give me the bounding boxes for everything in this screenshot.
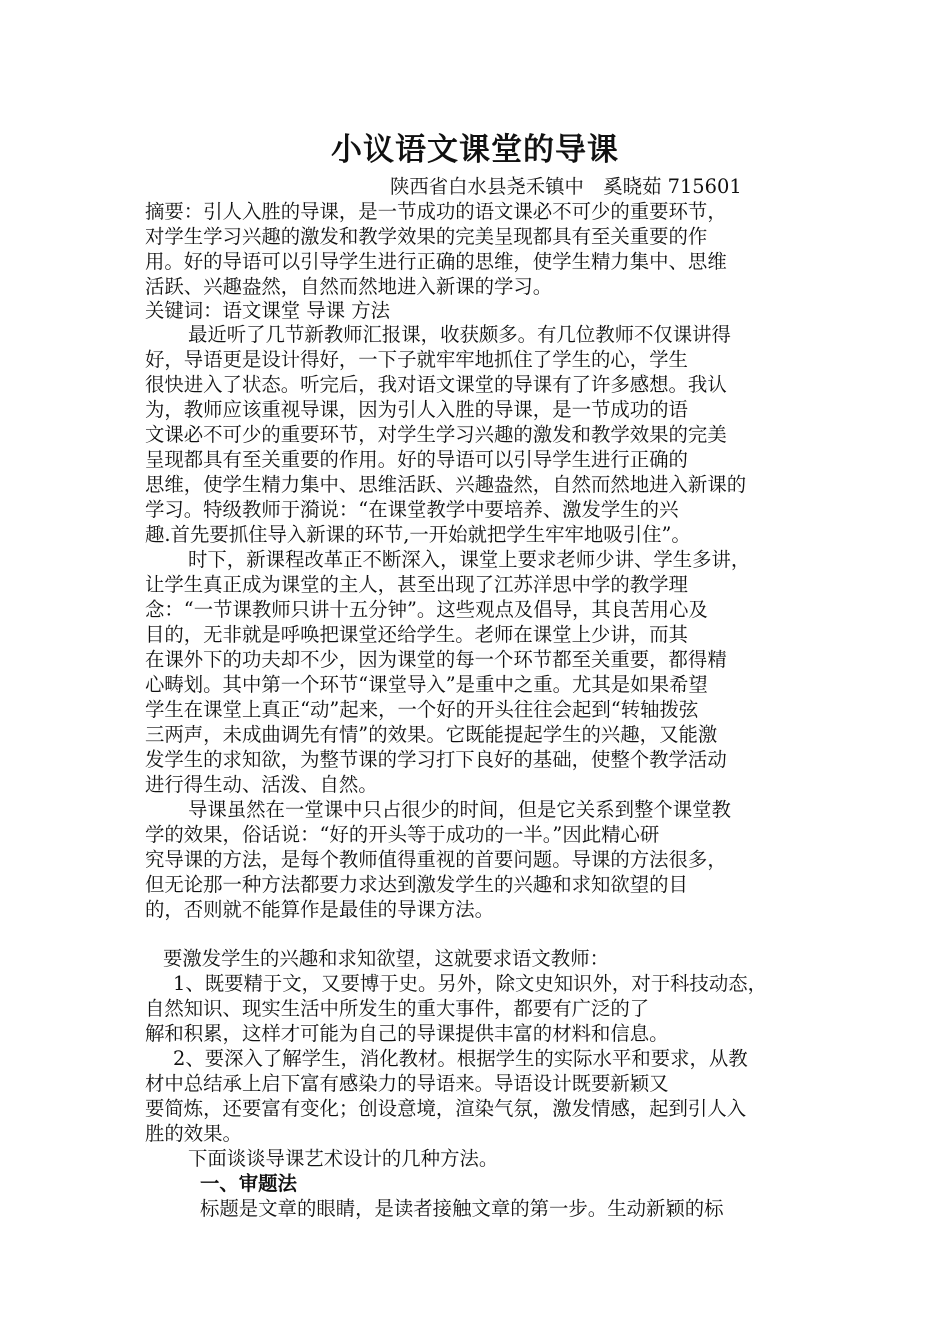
paragraph-line: 究导课的方法，是每个教师值得重视的首要问题。导课的方法很多，	[145, 848, 727, 871]
paragraph-line: 要激发学生的兴趣和求知欲望，这就要求语文教师：	[163, 947, 609, 970]
paragraph-line: 趣.首先要抓住导入新课的环节,一开始就把学生牢牢地吸引住”。	[145, 523, 691, 546]
list-item-line: 自然知识、现实生活中所发生的重大事件，都要有广泛的了	[145, 997, 650, 1020]
paragraph-line: 进行得生动、活泼、自然。	[145, 773, 378, 796]
paragraph-line: 三两声，未成曲调先有情”的效果。它既能提起学生的兴趣，又能激	[145, 723, 718, 746]
list-item-line: 1、既要精于文，又要博于史。另外，除文史知识外，对于科技动态，	[173, 972, 768, 995]
paragraph-line: 的，否则就不能算作是最佳的导课方法。	[145, 898, 495, 921]
abstract-line: 用。好的导语可以引导学生进行正确的思维，使学生精力集中、思维	[145, 250, 727, 273]
list-item-line: 要简炼，还要富有变化；创设意境，渲染气氛，激发情感，起到引人入	[145, 1097, 747, 1120]
paragraph-line: 下面谈谈导课艺术设计的几种方法。	[188, 1147, 499, 1170]
abstract-line: 对学生学习兴趣的激发和教学效果的完美呈现都具有至关重要的作	[145, 225, 708, 248]
abstract-line: 活跃、兴趣盎然，自然而然地进入新课的学习。	[145, 275, 553, 298]
paragraph-line: 为，教师应该重视导课，因为引人入胜的导课，是一节成功的语	[145, 398, 688, 421]
paragraph-line: 思维，使学生精力集中、思维活跃、兴趣盎然，自然而然地进入新课的	[145, 473, 747, 496]
page-title: 小议语文课堂的导课	[331, 132, 619, 168]
paragraph-line: 学的效果，俗话说：“好的开头等于成功的一半。”因此精心研	[145, 823, 660, 846]
paragraph-line: 呈现都具有至关重要的作用。好的导语可以引导学生进行正确的	[145, 448, 688, 471]
list-item-line: 材中总结承上启下富有感染力的导语来。导语设计既要新颖又	[145, 1072, 669, 1095]
paragraph-line: 心畴划。其中第一个环节“课堂导入”是重中之重。尤其是如果希望	[145, 673, 708, 696]
author-line: 陕西省白水县尧禾镇中 奚晓茹 715601	[390, 175, 742, 198]
paragraph-line: 导课虽然在一堂课中只占很少的时间，但是它关系到整个课堂教	[188, 798, 731, 821]
list-item-line: 胜的效果。	[145, 1122, 242, 1145]
paragraph-line: 文课必不可少的重要环节，对学生学习兴趣的激发和教学效果的完美	[145, 423, 727, 446]
paragraph-line: 学生在课堂上真正“动”起来，一个好的开头往往会起到“转轴拨弦	[145, 698, 699, 721]
paragraph-line: 最近听了几节新教师汇报课，收获颇多。有几位教师不仅课讲得	[188, 323, 731, 346]
paragraph-line: 念：“一节课教师只讲十五分钟”。这些观点及倡导，其良苦用心及	[145, 598, 708, 621]
paragraph-line: 发学生的求知欲，为整节课的学习打下良好的基础，使整个教学活动	[145, 748, 727, 771]
list-item-line: 解和积累，这样才可能为自己的导课提供丰富的材料和信息。	[145, 1022, 669, 1045]
section-heading: 一、审题法	[200, 1172, 297, 1195]
list-item-line: 2、要深入了解学生，消化教材。根据学生的实际水平和要求，从教	[173, 1047, 748, 1070]
keywords-line: 关键词：语文课堂 导课 方法	[145, 299, 391, 322]
paragraph-line: 时下，新课程改革正不断深入，课堂上要求老师少讲、学生多讲，	[188, 548, 751, 571]
paragraph-line: 让学生真正成为课堂的主人，甚至出现了江苏洋思中学的教学理	[145, 573, 688, 596]
paragraph-line: 在课外下的功夫却不少，因为课堂的每一个环节都至关重要，都得精	[145, 648, 727, 671]
paragraph-line: 标题是文章的眼睛，是读者接触文章的第一步。生动新颖的标	[200, 1197, 724, 1220]
paragraph-line: 很快进入了状态。听完后，我对语文课堂的导课有了许多感想。我认	[145, 373, 727, 396]
abstract-line: 摘要：引人入胜的导课，是一节成功的语文课必不可少的重要环节，	[145, 200, 727, 223]
paragraph-line: 学习。特级教师于漪说：“在课堂教学中要培养、激发学生的兴	[145, 498, 679, 521]
paragraph-line: 目的，无非就是呼唤把课堂还给学生。老师在课堂上少讲，而其	[145, 623, 688, 646]
paragraph-line: 好，导语更是设计得好，一下子就牢牢地抓住了学生的心，学生	[145, 348, 688, 371]
paragraph-line: 但无论那一种方法都要力求达到激发学生的兴趣和求知欲望的目	[145, 873, 688, 896]
